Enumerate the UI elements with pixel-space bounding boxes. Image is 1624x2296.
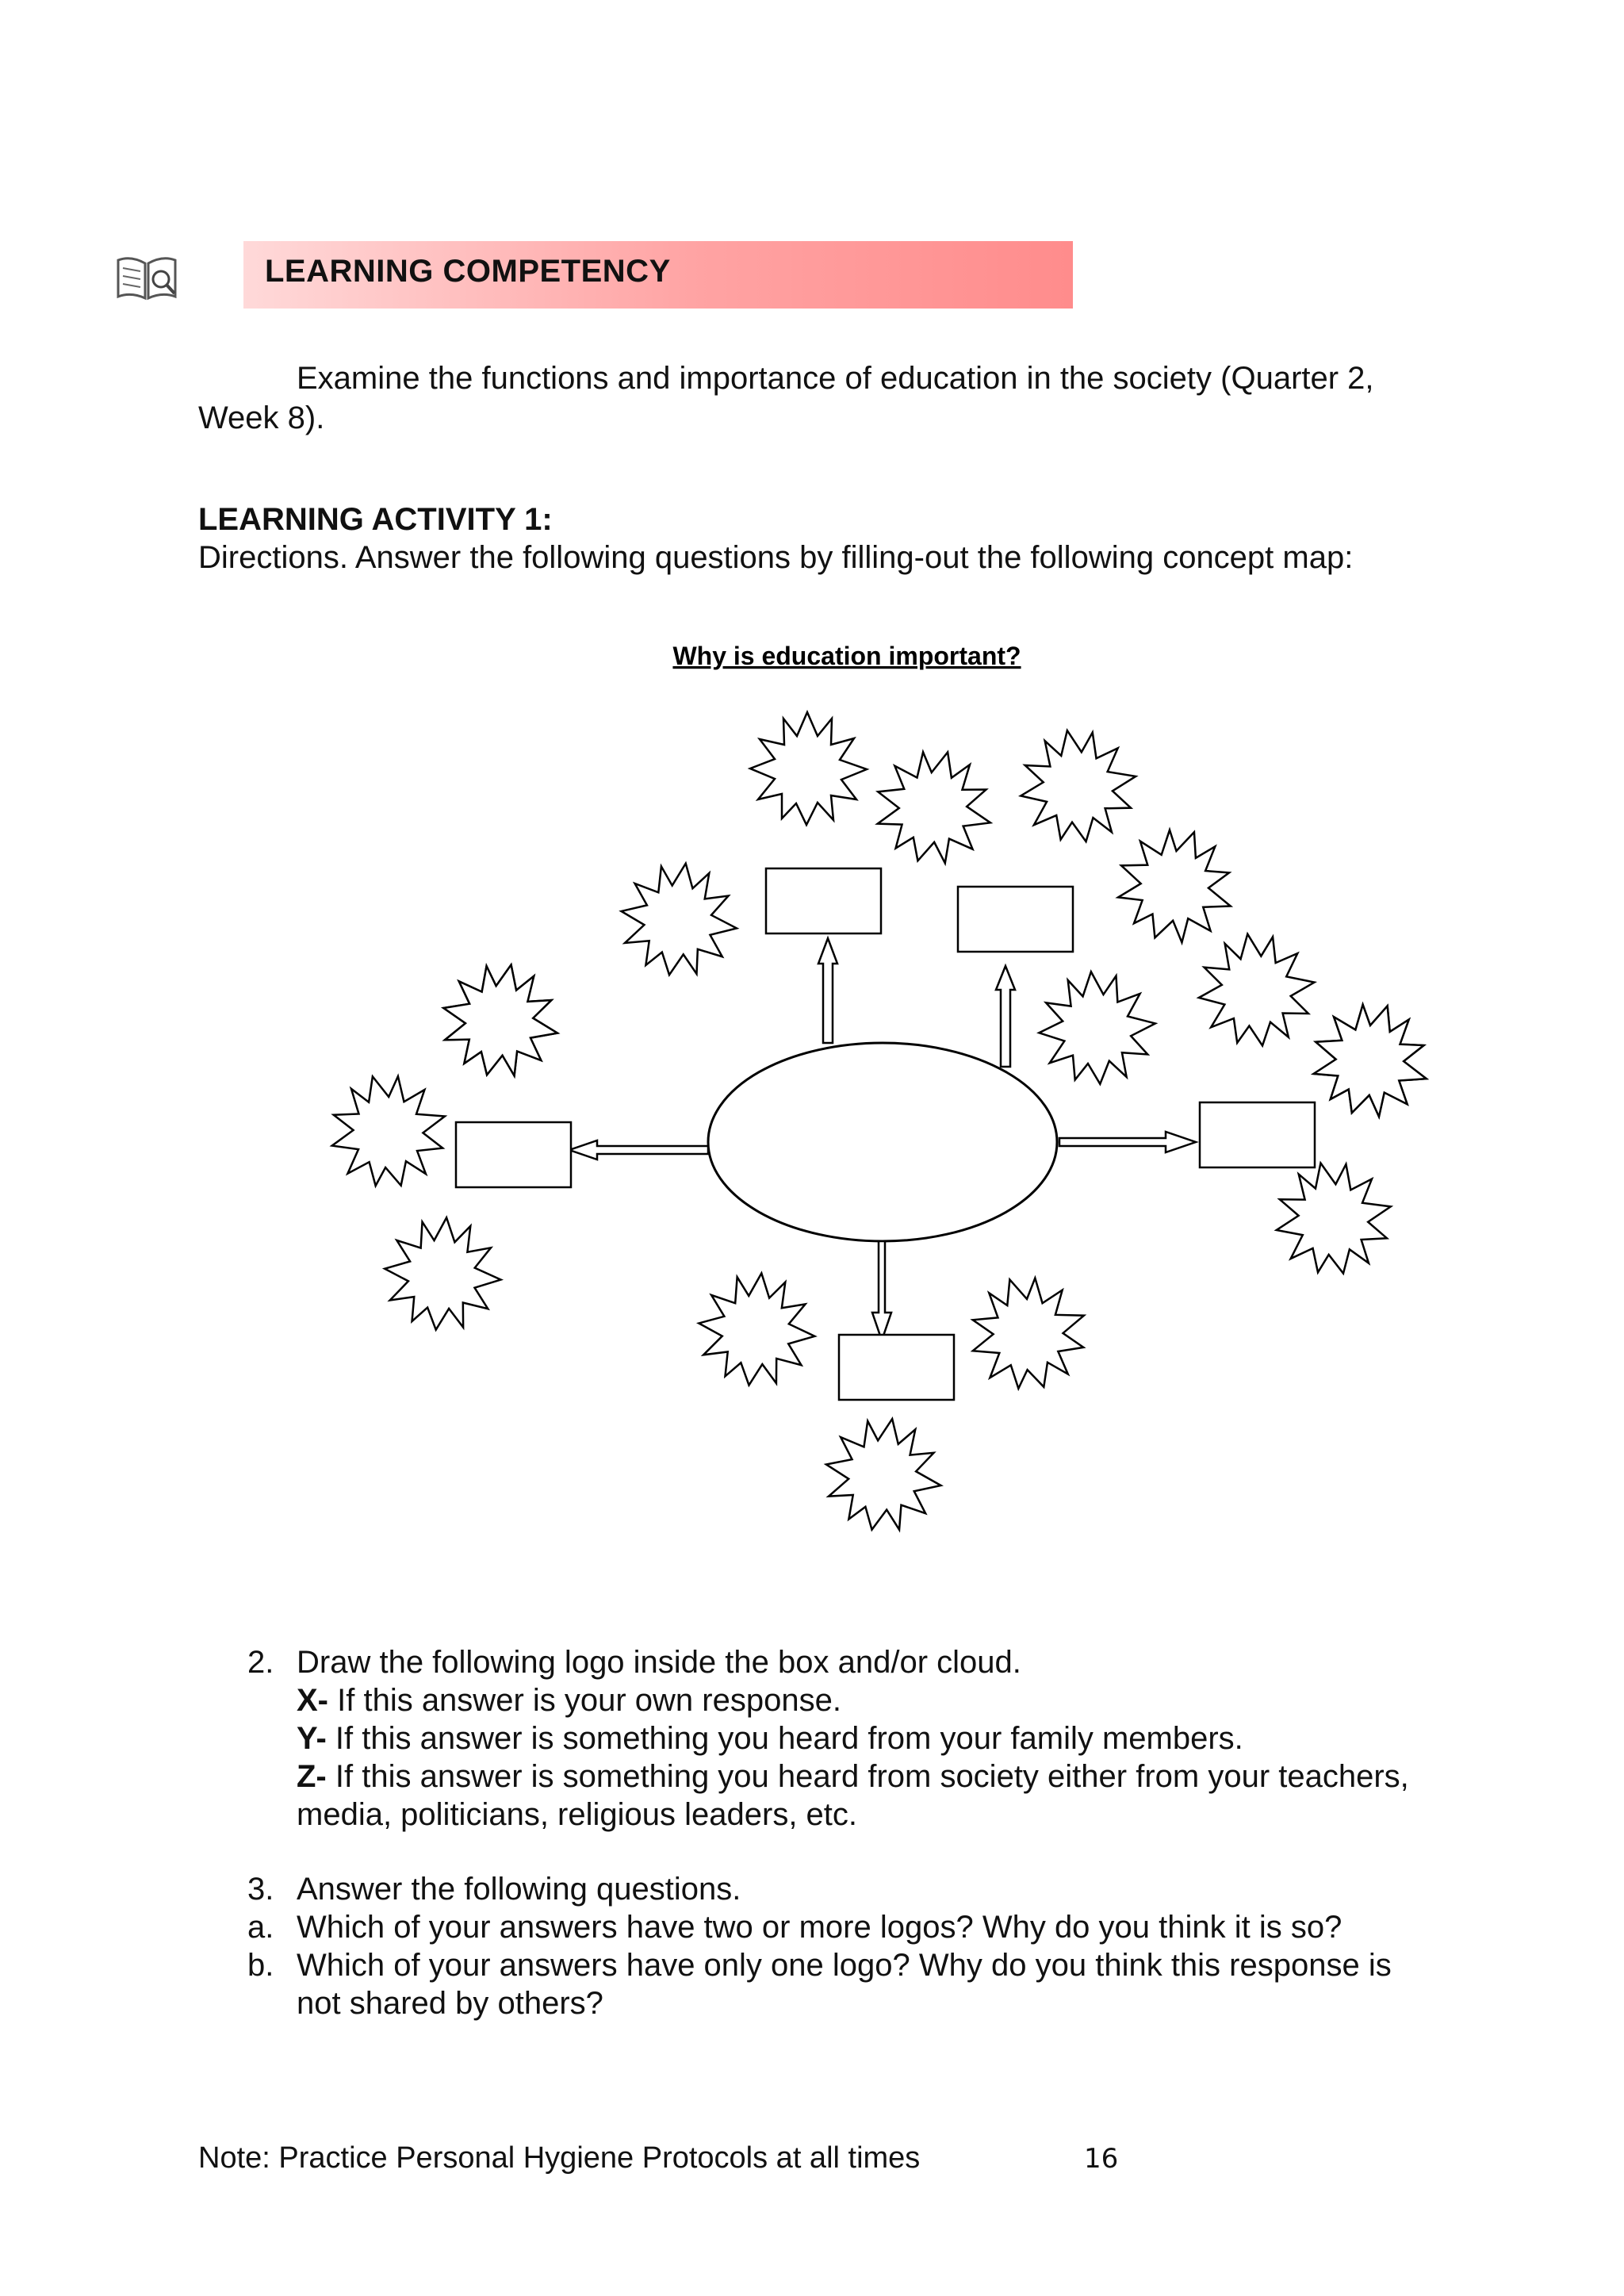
- concept-map-title: Why is education important?: [672, 642, 1021, 670]
- answer-cloud[interactable]: [1034, 967, 1160, 1089]
- question-b-continuation: not shared by others?: [297, 1986, 603, 2021]
- question-b-letter: b.: [247, 1948, 274, 1983]
- option-y-text: If this answer is something you heard from your family members.: [326, 1721, 1243, 1756]
- option-z-text: If this answer is something you heard from society either from your teachers,: [326, 1759, 1409, 1794]
- answer-cloud[interactable]: [614, 856, 745, 983]
- answer-cloud[interactable]: [1102, 813, 1251, 959]
- question-a-text: Which of your answers have two or more logos? Why do you think it is so?: [297, 1910, 1342, 1945]
- page-number: 16: [1084, 2143, 1119, 2175]
- answer-cloud[interactable]: [864, 738, 1005, 876]
- arrow-right: [1059, 1132, 1196, 1152]
- activity-title: LEARNING ACTIVITY 1:: [198, 502, 553, 537]
- competency-text-line1: Examine the functions and importance of education in the society (Quarter 2,: [297, 361, 1374, 396]
- option-z-label: Z-: [297, 1759, 327, 1794]
- option-x: [297, 1681, 841, 1719]
- directions-text: Directions. Answer the following questions by filling-out the following concept map:: [198, 540, 1354, 575]
- answer-cloud[interactable]: [1011, 720, 1145, 851]
- answer-cloud[interactable]: [1191, 926, 1322, 1053]
- answer-cloud[interactable]: [1265, 1151, 1402, 1285]
- footer-note: Note: Practice Personal Hygiene Protocols at all times: [198, 2141, 921, 2175]
- answer-cloud[interactable]: [956, 1261, 1101, 1404]
- option-x-label: X-: [297, 1683, 328, 1718]
- arrow-down: [872, 1241, 891, 1340]
- answer-cloud[interactable]: [693, 1267, 821, 1392]
- option-z: [297, 1757, 1409, 1796]
- answer-box[interactable]: [958, 887, 1073, 952]
- competency-text-line2: Week 8).: [198, 401, 325, 435]
- item-2-text: Draw the following logo inside the box and/or cloud.: [297, 1645, 1021, 1680]
- center-ellipse[interactable]: [708, 1043, 1057, 1241]
- answer-cloud[interactable]: [317, 1061, 459, 1200]
- item-3-number: 3.: [247, 1872, 274, 1907]
- question-b-text: Which of your answers have only one logo? Why do you think this response is: [297, 1948, 1392, 1983]
- answer-cloud[interactable]: [817, 1409, 951, 1540]
- option-y: [297, 1719, 1243, 1757]
- answer-cloud[interactable]: [432, 953, 569, 1087]
- arrow-left: [569, 1140, 708, 1159]
- option-x-text: If this answer is your own response.: [328, 1683, 841, 1718]
- arrow-up-left: [818, 938, 837, 1043]
- answer-box[interactable]: [1200, 1102, 1315, 1167]
- arrow-up-right: [996, 966, 1015, 1067]
- concept-map[interactable]: [0, 619, 1624, 1570]
- competency-title: LEARNING COMPETENCY: [265, 254, 671, 289]
- answer-cloud[interactable]: [750, 712, 867, 825]
- question-a-letter: a.: [247, 1910, 274, 1945]
- book-search-icon: [115, 252, 178, 306]
- item-2-number: 2.: [247, 1645, 274, 1680]
- item-3-text: Answer the following questions.: [297, 1872, 741, 1907]
- answer-box[interactable]: [456, 1122, 571, 1187]
- answer-box[interactable]: [839, 1335, 954, 1400]
- option-z-continuation: media, politicians, religious leaders, etc.: [297, 1797, 858, 1832]
- answer-box[interactable]: [766, 868, 881, 933]
- answer-cloud[interactable]: [380, 1213, 506, 1335]
- option-y-label: Y-: [297, 1721, 327, 1756]
- answer-cloud[interactable]: [1298, 988, 1444, 1131]
